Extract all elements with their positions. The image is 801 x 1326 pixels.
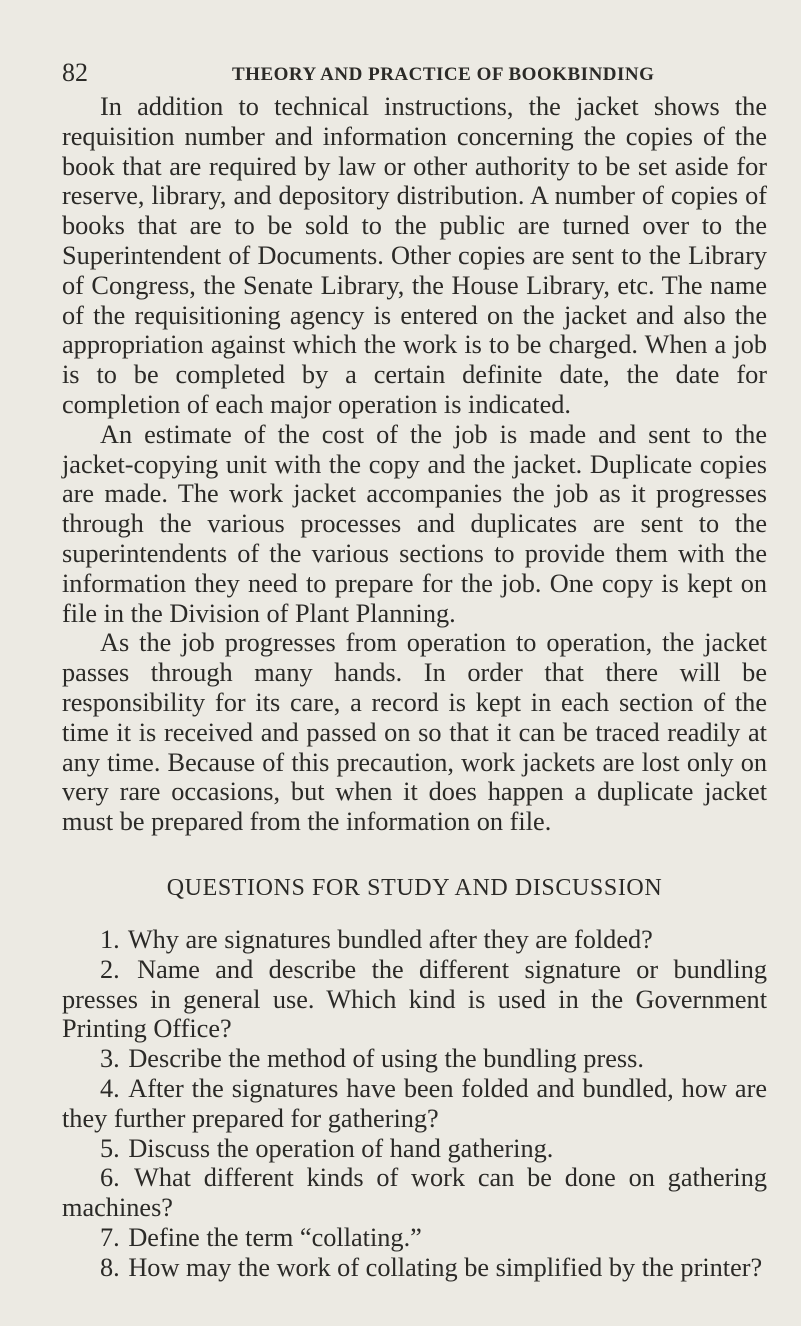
question-item (62, 925, 767, 955)
question-item (62, 1074, 767, 1134)
question-text: Discuss the operation of hand gathering. (128, 1133, 554, 1163)
question-item (62, 955, 767, 1044)
questions-heading: QUESTIONS FOR STUDY AND DISCUSSION (166, 874, 663, 901)
question-text: Why are signatures bundled after they are folded? (127, 924, 653, 954)
book-page (62, 58, 767, 1282)
question-number: 2. (100, 954, 120, 984)
question-text: After the signatures have been folded and bundled, how are they further prepared for gathering? (62, 1073, 768, 1133)
question-item (62, 1253, 767, 1283)
question-number: 1. (100, 924, 120, 954)
page-header (62, 58, 767, 92)
question-item (62, 1223, 767, 1253)
question-text: What different kinds of work can be done on gathering machines? (62, 1163, 767, 1223)
question-number: 8. (100, 1252, 120, 1282)
question-number: 6. (100, 1163, 120, 1193)
question-number: 7. (100, 1222, 120, 1252)
running-title: THEORY AND PRACTICE OF BOOKBINDING (232, 64, 655, 85)
paragraph: As the job progresses from operation to operation, the jacket passes through many hands. In order that there will be responsibility for its care, a record is kept in each section of the time it is received and passed on so that it can be traced readily at any time. Because of this precaution, work jackets are lost only on very rare occasions, but when it does happen a duplicate jacket must be prepared from the information on file. (62, 628, 767, 837)
paragraph: In addition to technical instructions, the jacket shows the requisition number and information concerning the copies of the book that are required by law or other authority to be set aside for reserve, library, and depository distribution. A number of copies of books that are to be sold to the public are turned over to the Superintendent of Documents. Other copies are sent to the Library of Congress, the Senate Library, the House Library, etc. The name of the requisitioning agency is entered on the jacket and also the appropriation against which the work is to be charged. When a job is to be completed by a certain definite date, the date for completion of each major operation is indicated. (62, 92, 767, 419)
question-text: Describe the method of using the bundling press. (128, 1044, 644, 1074)
question-number: 3. (100, 1044, 120, 1074)
question-text: How may the work of collating be simplified by the printer? (128, 1252, 763, 1282)
question-item (62, 1134, 767, 1164)
questions-list (62, 925, 767, 1283)
question-number: 4. (100, 1073, 120, 1103)
paragraph: An estimate of the cost of the job is made and sent to the jacket-copying unit with the copy and the jacket. Duplicate copies are made. The work jacket accompanies the job as it progresses through the various processes and duplicates are sent to the superintendents of the various sections to provide them with the information they need to prepare for the job. One copy is kept on file in the Division of Plant Planning. (62, 419, 767, 628)
page-number: 82 (62, 58, 88, 87)
question-item (62, 1044, 767, 1074)
question-item (62, 1163, 767, 1223)
question-text: Define the term “collating.” (128, 1222, 422, 1252)
question-text: Name and describe the different signature or bundling presses in general use. Which kind is used in the Government Printing Office? (62, 954, 767, 1044)
body-text (62, 92, 767, 837)
question-number: 5. (100, 1133, 120, 1163)
